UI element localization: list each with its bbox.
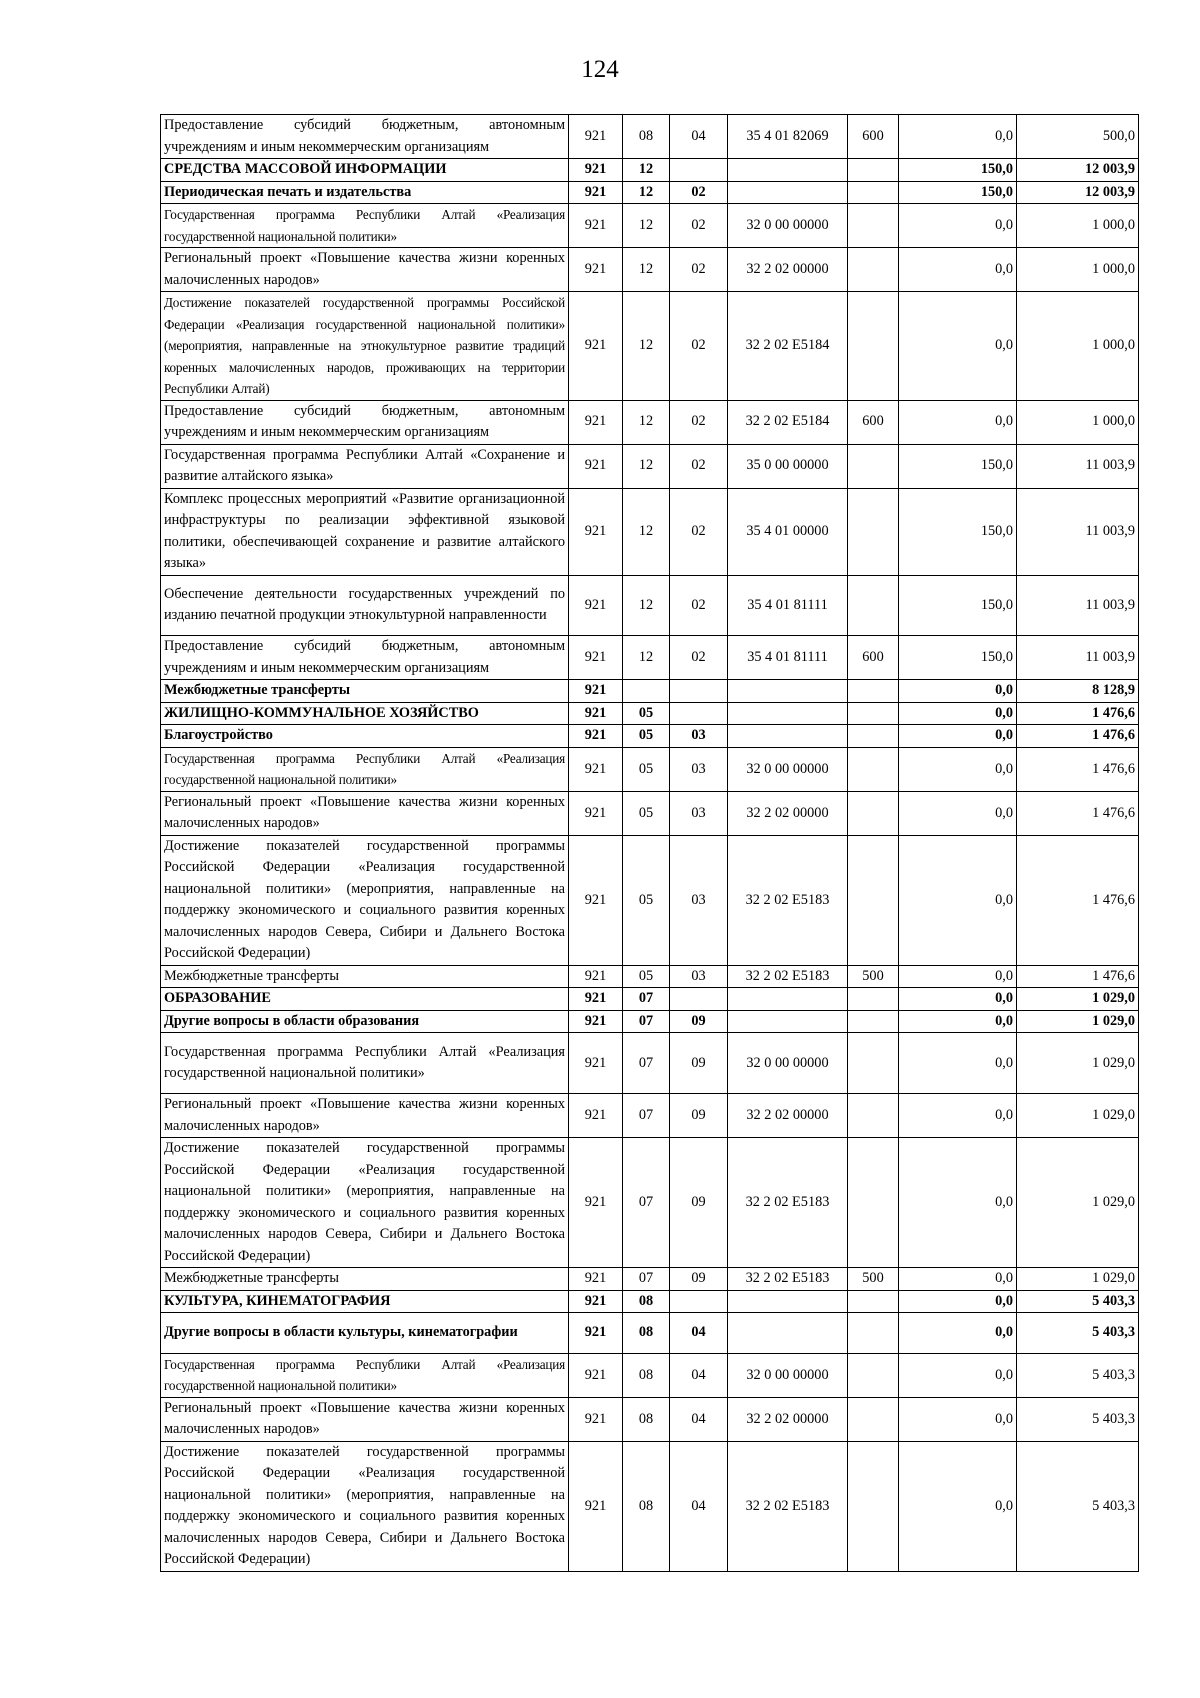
table-row — [161, 204, 1139, 248]
row-name: Другие вопросы в области культуры, кинематографии — [161, 1313, 569, 1354]
row-name: КУЛЬТУРА, КИНЕМАТОГРАФИЯ — [161, 1290, 569, 1313]
row-amount-2: 5 403,3 — [1017, 1313, 1139, 1354]
row-gr-code: 921 — [569, 1290, 623, 1313]
row-target-article: 32 0 00 00000 — [728, 1353, 848, 1397]
table-row — [161, 747, 1139, 791]
row-amount-1: 0,0 — [899, 292, 1017, 401]
row-section-code: 08 — [623, 1441, 670, 1571]
row-name: ОБРАЗОВАНИЕ — [161, 988, 569, 1011]
row-expense-type: 600 — [848, 636, 899, 680]
row-amount-2: 1 000,0 — [1017, 248, 1139, 292]
row-amount-2: 5 403,3 — [1017, 1397, 1139, 1441]
table-row — [161, 1353, 1139, 1397]
row-amount-2: 12 003,9 — [1017, 181, 1139, 204]
row-name: Государственная программа Республики Алтай «Реализация государственной национальной политики» — [161, 747, 569, 791]
row-name: Государственная программа Республики Алтай «Реализация государственной национальной политики» — [161, 1353, 569, 1397]
row-gr-code: 921 — [569, 965, 623, 988]
row-amount-1: 0,0 — [899, 115, 1017, 159]
row-amount-1: 0,0 — [899, 1353, 1017, 1397]
row-amount-1: 0,0 — [899, 988, 1017, 1011]
row-subsection-code: 03 — [670, 835, 728, 965]
row-subsection-code — [670, 702, 728, 725]
row-expense-type: 600 — [848, 115, 899, 159]
row-expense-type: 500 — [848, 965, 899, 988]
table-row — [161, 791, 1139, 835]
row-name: Предоставление субсидий бюджетным, автономным учреждениям и иным некоммерческим организациям — [161, 636, 569, 680]
row-gr-code: 921 — [569, 680, 623, 703]
row-gr-code: 921 — [569, 1094, 623, 1138]
row-target-article: 32 2 02 00000 — [728, 248, 848, 292]
row-amount-1: 0,0 — [899, 680, 1017, 703]
row-gr-code: 921 — [569, 248, 623, 292]
row-gr-code: 921 — [569, 988, 623, 1011]
row-amount-1: 0,0 — [899, 1094, 1017, 1138]
table-row — [161, 1290, 1139, 1313]
row-amount-1: 0,0 — [899, 965, 1017, 988]
row-expense-type — [848, 248, 899, 292]
row-subsection-code: 03 — [670, 725, 728, 748]
row-name: Обеспечение деятельности государственных учреждений по изданию печатной продукции этнокультурной направленности — [161, 575, 569, 636]
row-expense-type — [848, 1138, 899, 1268]
row-expense-type — [848, 1290, 899, 1313]
row-amount-2: 1 000,0 — [1017, 204, 1139, 248]
budget-table — [160, 114, 1139, 1572]
row-gr-code: 921 — [569, 1010, 623, 1033]
row-gr-code: 921 — [569, 1353, 623, 1397]
table-row — [161, 680, 1139, 703]
row-subsection-code — [670, 988, 728, 1011]
row-amount-2: 11 003,9 — [1017, 636, 1139, 680]
row-section-code: 12 — [623, 400, 670, 444]
row-target-article — [728, 1313, 848, 1354]
row-expense-type: 500 — [848, 1268, 899, 1291]
table-row — [161, 725, 1139, 748]
row-amount-1: 0,0 — [899, 1313, 1017, 1354]
row-target-article: 32 2 02 E5183 — [728, 1268, 848, 1291]
row-subsection-code: 02 — [670, 248, 728, 292]
row-name: Достижение показателей государственной программы Российской Федерации «Реализация государственной национальной политики» (мероприятия, направленные на этнокультурное развитие традиций коренных малочисленных народов, проживающих на территории Республики Алтай) — [161, 292, 569, 401]
row-amount-1: 150,0 — [899, 488, 1017, 575]
row-name: Региональный проект «Повышение качества жизни коренных малочисленных народов» — [161, 1397, 569, 1441]
row-section-code: 12 — [623, 292, 670, 401]
table-row — [161, 400, 1139, 444]
row-target-article: 35 0 00 00000 — [728, 444, 848, 488]
row-expense-type — [848, 1441, 899, 1571]
row-subsection-code: 04 — [670, 1313, 728, 1354]
row-gr-code: 921 — [569, 1268, 623, 1291]
row-section-code: 07 — [623, 988, 670, 1011]
row-section-code: 12 — [623, 248, 670, 292]
row-section-code: 07 — [623, 1268, 670, 1291]
row-amount-1: 0,0 — [899, 791, 1017, 835]
table-row — [161, 292, 1139, 401]
row-subsection-code — [670, 1290, 728, 1313]
row-subsection-code — [670, 680, 728, 703]
row-section-code: 12 — [623, 204, 670, 248]
table-row — [161, 444, 1139, 488]
row-subsection-code: 03 — [670, 965, 728, 988]
row-target-article: 32 2 02 E5183 — [728, 965, 848, 988]
row-amount-1: 0,0 — [899, 725, 1017, 748]
row-expense-type — [848, 988, 899, 1011]
row-subsection-code: 09 — [670, 1268, 728, 1291]
row-amount-1: 150,0 — [899, 159, 1017, 182]
row-section-code: 08 — [623, 1353, 670, 1397]
row-amount-1: 0,0 — [899, 1033, 1017, 1094]
budget-table-body — [161, 115, 1139, 1572]
row-expense-type — [848, 835, 899, 965]
row-amount-1: 0,0 — [899, 835, 1017, 965]
row-amount-2: 5 403,3 — [1017, 1353, 1139, 1397]
row-amount-2: 1 000,0 — [1017, 292, 1139, 401]
row-name: Достижение показателей государственной программы Российской Федерации «Реализация государственной национальной политики» (мероприятия, направленные на поддержку экономического и социального развития коренных малочисленных народов Севера, Сибири и Дальнего Востока Российской Федерации) — [161, 1138, 569, 1268]
row-target-article: 32 2 02 E5183 — [728, 1441, 848, 1571]
row-amount-2: 11 003,9 — [1017, 488, 1139, 575]
row-expense-type — [848, 292, 899, 401]
row-name: Региональный проект «Повышение качества жизни коренных малочисленных народов» — [161, 248, 569, 292]
row-amount-1: 150,0 — [899, 444, 1017, 488]
row-target-article — [728, 159, 848, 182]
row-target-article — [728, 988, 848, 1011]
table-row — [161, 1268, 1139, 1291]
row-amount-2: 1 029,0 — [1017, 1010, 1139, 1033]
table-row — [161, 636, 1139, 680]
row-name: Благоустройство — [161, 725, 569, 748]
row-expense-type — [848, 204, 899, 248]
row-subsection-code: 02 — [670, 181, 728, 204]
row-subsection-code: 03 — [670, 791, 728, 835]
table-row — [161, 181, 1139, 204]
row-amount-1: 0,0 — [899, 204, 1017, 248]
row-name: Региональный проект «Повышение качества жизни коренных малочисленных народов» — [161, 1094, 569, 1138]
row-amount-1: 150,0 — [899, 636, 1017, 680]
row-subsection-code: 02 — [670, 204, 728, 248]
row-gr-code: 921 — [569, 747, 623, 791]
row-target-article: 32 2 02 E5184 — [728, 400, 848, 444]
row-amount-2: 11 003,9 — [1017, 575, 1139, 636]
row-section-code: 07 — [623, 1094, 670, 1138]
table-row — [161, 1010, 1139, 1033]
row-expense-type — [848, 725, 899, 748]
row-section-code: 08 — [623, 1313, 670, 1354]
row-amount-1: 150,0 — [899, 181, 1017, 204]
row-target-article: 32 2 02 E5183 — [728, 1138, 848, 1268]
row-amount-1: 150,0 — [899, 575, 1017, 636]
row-gr-code: 921 — [569, 835, 623, 965]
row-section-code: 12 — [623, 575, 670, 636]
row-subsection-code: 09 — [670, 1138, 728, 1268]
row-expense-type — [848, 1094, 899, 1138]
table-row — [161, 1033, 1139, 1094]
row-name: Достижение показателей государственной программы Российской Федерации «Реализация государственной национальной политики» (мероприятия, направленные на поддержку экономического и социального развития коренных малочисленных народов Севера, Сибири и Дальнего Востока Российской Федерации) — [161, 1441, 569, 1571]
row-target-article: 35 4 01 81111 — [728, 575, 848, 636]
row-target-article — [728, 725, 848, 748]
row-gr-code: 921 — [569, 1033, 623, 1094]
row-amount-2: 11 003,9 — [1017, 444, 1139, 488]
row-expense-type — [848, 488, 899, 575]
row-expense-type — [848, 680, 899, 703]
row-section-code: 12 — [623, 181, 670, 204]
row-gr-code: 921 — [569, 1138, 623, 1268]
row-amount-2: 1 476,6 — [1017, 965, 1139, 988]
row-name: Достижение показателей государственной программы Российской Федерации «Реализация государственной национальной политики» (мероприятия, направленные на поддержку экономического и социального развития коренных малочисленных народов Севера, Сибири и Дальнего Востока Российской Федерации) — [161, 835, 569, 965]
row-subsection-code — [670, 159, 728, 182]
row-section-code: 12 — [623, 636, 670, 680]
row-target-article — [728, 1010, 848, 1033]
table-row — [161, 115, 1139, 159]
row-amount-1: 0,0 — [899, 1397, 1017, 1441]
row-gr-code: 921 — [569, 159, 623, 182]
row-name: Государственная программа Республики Алтай «Сохранение и развитие алтайского языка» — [161, 444, 569, 488]
row-subsection-code: 02 — [670, 575, 728, 636]
row-target-article: 32 0 00 00000 — [728, 1033, 848, 1094]
row-expense-type — [848, 1353, 899, 1397]
row-target-article: 35 4 01 82069 — [728, 115, 848, 159]
row-gr-code: 921 — [569, 181, 623, 204]
row-amount-1: 0,0 — [899, 747, 1017, 791]
row-amount-2: 8 128,9 — [1017, 680, 1139, 703]
row-amount-2: 12 003,9 — [1017, 159, 1139, 182]
row-amount-2: 1 476,6 — [1017, 791, 1139, 835]
row-name: ЖИЛИЩНО-КОММУНАЛЬНОЕ ХОЗЯЙСТВО — [161, 702, 569, 725]
row-target-article: 32 2 02 00000 — [728, 1397, 848, 1441]
row-name: Государственная программа Республики Алтай «Реализация государственной национальной политики» — [161, 204, 569, 248]
row-amount-2: 1 029,0 — [1017, 1033, 1139, 1094]
row-target-article: 35 4 01 81111 — [728, 636, 848, 680]
row-amount-2: 1 476,6 — [1017, 702, 1139, 725]
row-section-code: 08 — [623, 1397, 670, 1441]
row-gr-code: 921 — [569, 115, 623, 159]
row-subsection-code: 04 — [670, 1397, 728, 1441]
row-gr-code: 921 — [569, 1397, 623, 1441]
row-name: Предоставление субсидий бюджетным, автономным учреждениям и иным некоммерческим организациям — [161, 400, 569, 444]
row-amount-2: 1 476,6 — [1017, 747, 1139, 791]
row-subsection-code: 03 — [670, 747, 728, 791]
row-target-article: 32 0 00 00000 — [728, 747, 848, 791]
table-row — [161, 1094, 1139, 1138]
row-subsection-code: 02 — [670, 444, 728, 488]
row-target-article: 32 2 02 E5183 — [728, 835, 848, 965]
row-name: Другие вопросы в области образования — [161, 1010, 569, 1033]
row-target-article: 35 4 01 00000 — [728, 488, 848, 575]
row-name: Региональный проект «Повышение качества жизни коренных малочисленных народов» — [161, 791, 569, 835]
row-target-article: 32 2 02 00000 — [728, 791, 848, 835]
row-gr-code: 921 — [569, 1441, 623, 1571]
row-amount-1: 0,0 — [899, 400, 1017, 444]
row-gr-code: 921 — [569, 702, 623, 725]
row-amount-1: 0,0 — [899, 248, 1017, 292]
row-expense-type — [848, 791, 899, 835]
row-gr-code: 921 — [569, 791, 623, 835]
row-section-code: 08 — [623, 115, 670, 159]
row-target-article — [728, 1290, 848, 1313]
row-gr-code: 921 — [569, 400, 623, 444]
table-row — [161, 248, 1139, 292]
row-expense-type — [848, 1010, 899, 1033]
row-expense-type — [848, 444, 899, 488]
row-subsection-code: 04 — [670, 1441, 728, 1571]
row-amount-2: 1 029,0 — [1017, 1094, 1139, 1138]
row-subsection-code: 09 — [670, 1010, 728, 1033]
row-gr-code: 921 — [569, 292, 623, 401]
row-section-code: 12 — [623, 444, 670, 488]
row-expense-type — [848, 747, 899, 791]
row-amount-2: 1 029,0 — [1017, 1268, 1139, 1291]
table-row — [161, 1397, 1139, 1441]
row-subsection-code: 02 — [670, 400, 728, 444]
row-subsection-code: 02 — [670, 488, 728, 575]
row-amount-2: 1 476,6 — [1017, 835, 1139, 965]
row-gr-code: 921 — [569, 1313, 623, 1354]
row-expense-type — [848, 1313, 899, 1354]
row-gr-code: 921 — [569, 636, 623, 680]
row-expense-type — [848, 702, 899, 725]
row-target-article — [728, 680, 848, 703]
row-name: СРЕДСТВА МАССОВОЙ ИНФОРМАЦИИ — [161, 159, 569, 182]
row-expense-type — [848, 181, 899, 204]
row-section-code: 05 — [623, 791, 670, 835]
row-section-code: 05 — [623, 725, 670, 748]
row-expense-type — [848, 575, 899, 636]
row-section-code: 07 — [623, 1138, 670, 1268]
row-target-article — [728, 181, 848, 204]
row-target-article: 32 2 02 E5184 — [728, 292, 848, 401]
row-section-code: 12 — [623, 159, 670, 182]
page-number: 124 — [581, 56, 619, 83]
row-subsection-code: 04 — [670, 1353, 728, 1397]
row-amount-1: 0,0 — [899, 1290, 1017, 1313]
row-amount-1: 0,0 — [899, 702, 1017, 725]
row-amount-1: 0,0 — [899, 1441, 1017, 1571]
row-name: Периодическая печать и издательства — [161, 181, 569, 204]
table-row — [161, 1313, 1139, 1354]
row-section-code: 05 — [623, 747, 670, 791]
row-section-code: 08 — [623, 1290, 670, 1313]
row-name: Комплекс процессных мероприятий «Развитие организационной инфраструктуры по реализации эффективной языковой политики, обеспечивающей сохранение и развитие алтайского языка» — [161, 488, 569, 575]
row-gr-code: 921 — [569, 204, 623, 248]
row-target-article: 32 0 00 00000 — [728, 204, 848, 248]
row-subsection-code: 09 — [670, 1094, 728, 1138]
row-amount-1: 0,0 — [899, 1268, 1017, 1291]
row-amount-2: 1 029,0 — [1017, 988, 1139, 1011]
row-amount-2: 1 000,0 — [1017, 400, 1139, 444]
row-section-code: 07 — [623, 1010, 670, 1033]
row-name: Предоставление субсидий бюджетным, автономным учреждениям и иным некоммерческим организациям — [161, 115, 569, 159]
row-subsection-code: 02 — [670, 292, 728, 401]
row-section-code: 05 — [623, 702, 670, 725]
row-amount-2: 5 403,3 — [1017, 1290, 1139, 1313]
row-subsection-code: 09 — [670, 1033, 728, 1094]
row-expense-type: 600 — [848, 400, 899, 444]
row-target-article — [728, 702, 848, 725]
row-name: Государственная программа Республики Алтай «Реализация государственной национальной политики» — [161, 1033, 569, 1094]
row-name: Межбюджетные трансферты — [161, 965, 569, 988]
table-row — [161, 1138, 1139, 1268]
row-subsection-code: 04 — [670, 115, 728, 159]
row-section-code: 12 — [623, 488, 670, 575]
table-row — [161, 702, 1139, 725]
table-row — [161, 835, 1139, 965]
row-section-code: 07 — [623, 1033, 670, 1094]
row-expense-type — [848, 1033, 899, 1094]
row-name: Межбюджетные трансферты — [161, 680, 569, 703]
row-expense-type — [848, 159, 899, 182]
row-section-code: 05 — [623, 965, 670, 988]
table-row — [161, 159, 1139, 182]
row-amount-1: 0,0 — [899, 1010, 1017, 1033]
row-amount-2: 1 476,6 — [1017, 725, 1139, 748]
row-name: Межбюджетные трансферты — [161, 1268, 569, 1291]
table-row — [161, 575, 1139, 636]
row-amount-2: 1 029,0 — [1017, 1138, 1139, 1268]
row-section-code: 05 — [623, 835, 670, 965]
row-section-code — [623, 680, 670, 703]
row-gr-code: 921 — [569, 575, 623, 636]
table-row — [161, 488, 1139, 575]
row-gr-code: 921 — [569, 488, 623, 575]
row-amount-1: 0,0 — [899, 1138, 1017, 1268]
row-gr-code: 921 — [569, 725, 623, 748]
row-amount-2: 5 403,3 — [1017, 1441, 1139, 1571]
row-target-article: 32 2 02 00000 — [728, 1094, 848, 1138]
row-amount-2: 500,0 — [1017, 115, 1139, 159]
table-row — [161, 965, 1139, 988]
table-row — [161, 988, 1139, 1011]
table-row — [161, 1441, 1139, 1571]
row-expense-type — [848, 1397, 899, 1441]
row-gr-code: 921 — [569, 444, 623, 488]
row-subsection-code: 02 — [670, 636, 728, 680]
